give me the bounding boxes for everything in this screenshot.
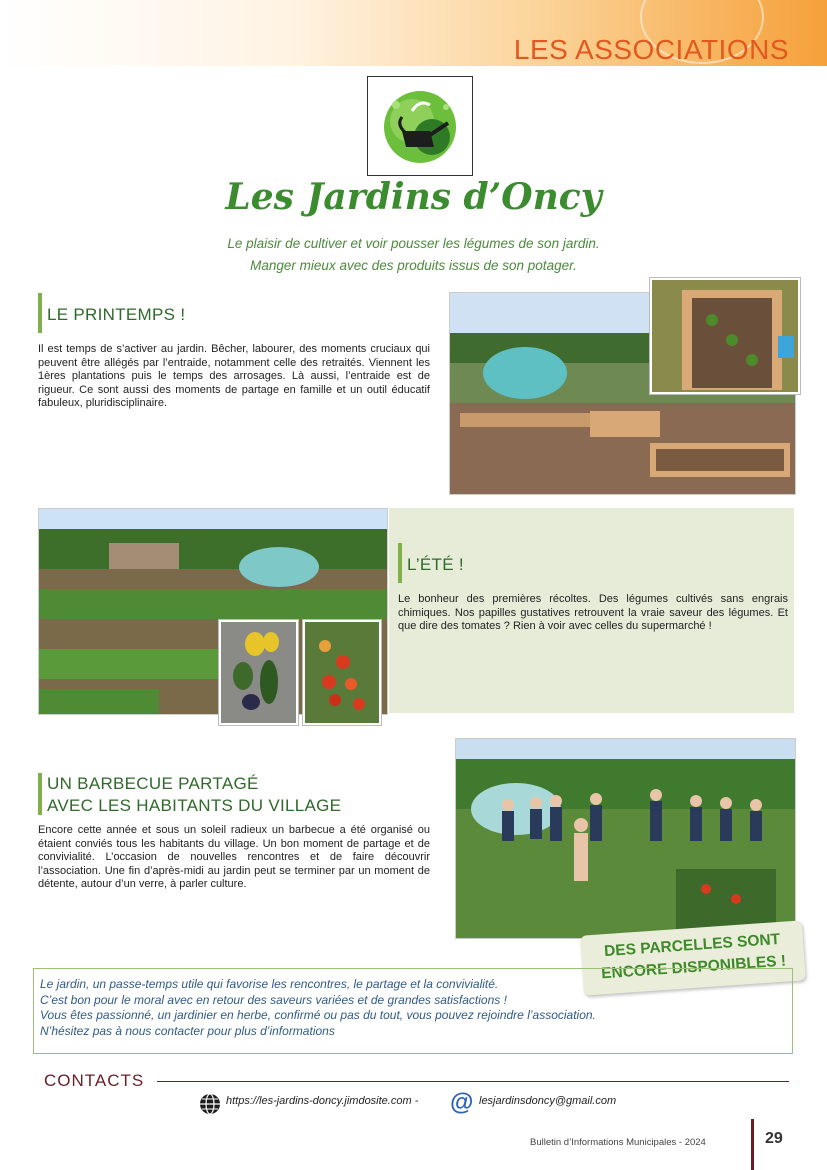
email-link[interactable]: lesjardinsdoncy@gmail.com <box>479 1095 617 1107</box>
section-accent-bar <box>38 293 42 333</box>
info-line-4: N’hésitez pas à nous contacter pour plus d’informations <box>40 1023 335 1038</box>
at-icon: @ <box>450 1089 474 1116</box>
info-box <box>33 968 793 1054</box>
ete-text: Le bonheur des premières récoltes. Des légumes cultivés sans engrais chimiques. Nos papilles gustatives retrouvent la vraie saveur des légumes. Et que dire des tomates ? Rien à voir avec celles du supermarché ! <box>398 593 788 633</box>
info-line-1: Le jardin, un passe-temps utile qui favorise les rencontres, le partage et la convivialité. <box>40 977 499 991</box>
tagline-line-2: Manger mieux avec des produits issus de son potager. <box>250 258 577 273</box>
contacts-title: CONTACTS <box>44 1071 145 1090</box>
barbecue-title-line-1: UN BARBECUE PARTAGÉ <box>47 774 259 793</box>
printemps-text: Il est temps de s’activer au jardin. Bêcher, labourer, des moments cruciaux qui peuvent être allégés par l’entraide, notamment celle des retraités. Viennent les 1ères plantations puis le temps des arrosages. Là aussi, l’entraide est de rigueur. Ce sont aussi des moments de partage en famille et un outil éducatif fabuleux, pluridisciplinaire. <box>38 343 430 410</box>
tagline-line-1: Le plaisir de cultiver et voir pousser les légumes de son jardin. <box>227 236 600 251</box>
stamp-line-2: ENCORE DISPONIBLES ! <box>600 952 787 983</box>
contacts-divider <box>157 1081 789 1082</box>
association-logo <box>367 76 473 176</box>
footer-divider <box>751 1119 754 1170</box>
barbecue-text: Encore cette année et sous un soleil radieux un barbecue a été organisé ou étaient conviés tous les habitants du village. Un bon moment de partage et de convivialité. L’occasion de nouvelles rencontres et de faire découvrir l’association. Une fin d’après-midi au jardin peut se terminer par un moment de détente, autour d’un verre, à parler culture. <box>38 824 430 891</box>
website-link[interactable]: https://les-jardins-doncy.jimdosite.com - <box>226 1095 419 1107</box>
barbecue-title-line-2: AVEC LES HABITANTS DU VILLAGE <box>47 796 342 815</box>
zucchini-photo <box>219 620 298 725</box>
group-photo <box>455 738 796 939</box>
page-number: 29 <box>765 1130 783 1147</box>
tomatoes-photo <box>303 620 381 725</box>
info-line-3: Vous êtes passionné, un jardinier en herbe, confirmé ou pas du tout, vous pouvez rejoindre l’association. <box>40 1008 596 1022</box>
section-accent-bar <box>398 543 402 583</box>
footer-text: Bulletin d’Informations Municipales - 2024 <box>530 1137 706 1148</box>
printemps-title: LE PRINTEMPS ! <box>47 305 186 324</box>
page-title: Les Jardins d’Oncy <box>225 176 602 218</box>
watering-can-logo-icon <box>372 81 468 171</box>
section-header: LES ASSOCIATIONS <box>513 34 789 65</box>
section-accent-bar <box>38 773 42 815</box>
info-line-2: C’est bon pour le moral avec en retour des saveurs variées et de grandes satisfactions ! <box>40 992 507 1007</box>
globe-icon <box>199 1093 221 1115</box>
stamp-line-1: DES PARCELLES SONT <box>603 930 781 961</box>
ete-title: L’ÉTÉ ! <box>407 555 464 574</box>
raised-bed-photo <box>650 278 800 394</box>
